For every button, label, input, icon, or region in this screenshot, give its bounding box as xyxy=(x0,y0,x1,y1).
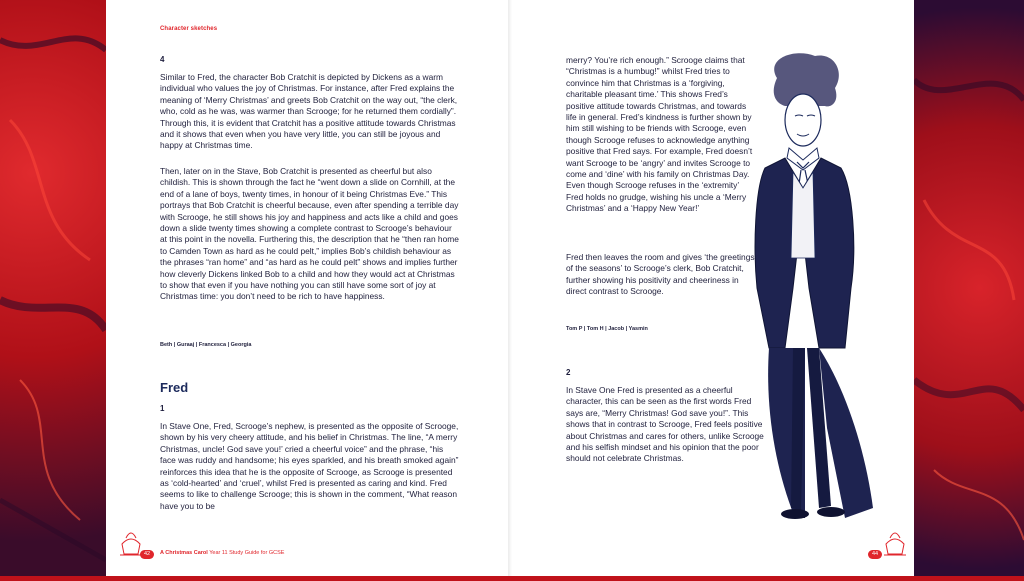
left-background-art xyxy=(0,0,106,576)
section-heading: Fred xyxy=(160,380,189,395)
left-background-illustration xyxy=(0,0,106,576)
footer-title xyxy=(160,550,284,556)
paragraph: Then, later on in the Stave, Bob Cratchit is presented as cheerful but also childish. This is shown through the fact he “went down a slide on Cornhill, at the end of a lane of boys, twenty times, in honour of it being Christmas Eve.” This portrays that Bob Cratchit is cheerful because, even after spending a terrible day with Scrooge, he still shows his joy and happiness and acts like a child and goes down a slide twenty times showing a complete contrast to Scrooge’s behaviour at this point in the novella. Furthering this, the description that he “then ran home to Camden Town as hard as he could pelt,” implies Bob’s childish behaviour as the phrases “ran home” and “as hard as he could pelt” shows and implies further how cleverly Dickens linked Bob to a child and how they would act at Christmas to show that even if you have nothing you can still have some sort of joy at Christmas time: you don’t need to be rich to have happiness. xyxy=(160,166,459,302)
section-number: 2 xyxy=(566,368,571,377)
page-number: 44 xyxy=(868,550,882,559)
paragraph: In Stave One, Fred, Scrooge’s nephew, is presented as the opposite of Scrooge, shown by his very cheery attitude, and his belief in Christmas. The line, “A merry Christmas, uncle! God save you!’ cried a cheerful voice” and the phrase, “his face was ruddy and handsome; his eyes sparkled, and his breath smoked again” reinforces this idea that he is the opposite of Scrooge, as Scrooge is presented as ‘cold-hearted’ and ‘cruel’, whilst Fred is presented as caring and kind. Fred seems to like to challenge Scrooge; this is shown in the comment, “What reason have you to be xyxy=(160,421,459,511)
pudding-illustration-icon xyxy=(882,524,908,558)
footer-subtitle: Year 11 Study Guide for GCSE xyxy=(209,550,285,556)
paragraph: Similar to Fred, the character Bob Cratchit is depicted by Dickens as a warm individual who values the joy of Christmas. For instance, after Fred explains the meaning of ‘Merry Christmas’ and greets Bob Cratchit on the way out, “the clerk, who, cold as he was, was warmer than Scrooge; for he returned them cordially”. Through this, it is evident that Cratchit has a positive attitude towards Christmas and it shows that even when you have very little, you can still be joyous and happy at Christmas time. xyxy=(160,72,458,151)
paragraph: In Stave One Fred is presented as a cheerful character, this can be seen as the first words Fred says are, “Merry Christmas! God save you!”. This shows that in contrast to Scrooge, Fred feels positive about Christmas and cares for others, unlike Scrooge and his selfish mindset and his opinion that the poor should not celebrate Christmas. xyxy=(566,385,764,464)
footer-book-title: A Christmas Carol xyxy=(160,550,208,556)
right-background-art xyxy=(914,0,1024,576)
right-background-illustration xyxy=(914,0,1024,576)
paragraph: merry? You’re rich enough.” Scrooge claims that “Christmas is a humbug!” whilst Fred tries to convince him that Christmas is a ‘forgiving, charitable pleasant time.’ This shows Fred’s positive attitude towards Christmas, and towards life in general. Fred’s kindness is further shown by him still wishing to be friends with Scrooge, even though Scrooge refuses to acknowledge anything positive that Fred says. For example, Fred doesn’t want Scrooge to be ‘angry’ and invites Scrooge to come and ‘dine’ with his family on Christmas Day. Even though Scrooge refuses in the ‘extremity’ Fred holds no grudge, wishing his uncle a ‘Merry Christmas’ and a ‘Happy New Year!’ xyxy=(566,55,753,214)
running-head: Character sketches xyxy=(160,26,218,32)
paragraph: Fred then leaves the room and gives ‘the greetings of the seasons’ to Scrooge’s clerk, Bob Cratchit, further showing his positivity and cheeriness in direct contrast to Scrooge. xyxy=(566,252,755,297)
page-number: 42 xyxy=(140,550,154,559)
author-credits: Tom P | Tom H | Jacob | Yasmin xyxy=(566,326,648,332)
section-number: 4 xyxy=(160,55,165,64)
section-number: 1 xyxy=(160,404,165,413)
page-gutter xyxy=(508,0,512,576)
author-credits: Beth | Guraaj | Francesca | Georgia xyxy=(160,342,252,348)
fred-character-illustration xyxy=(735,48,875,528)
